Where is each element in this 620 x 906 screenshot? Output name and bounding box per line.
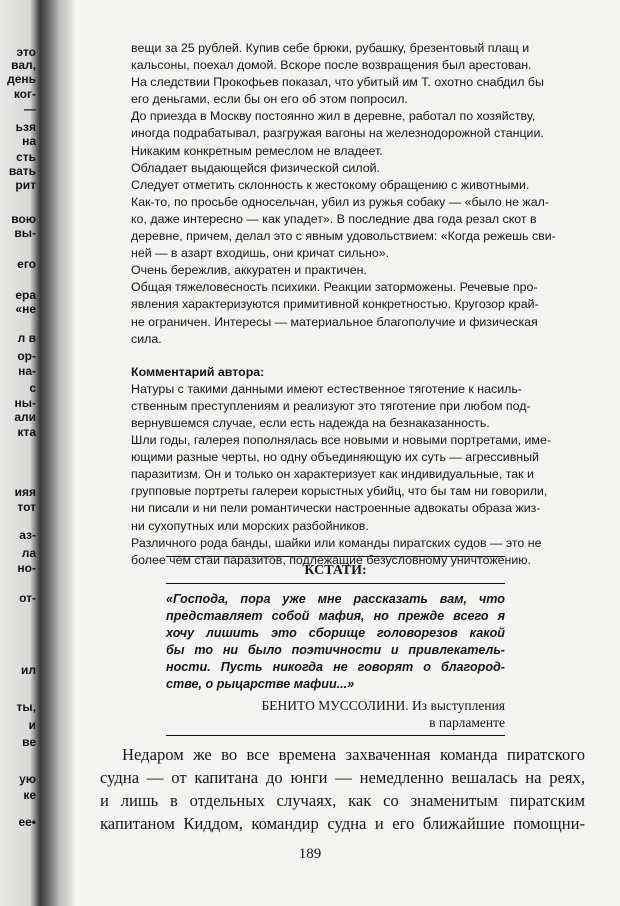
text-line: Натуры с такими данными имеют естественное тяготение к насиль- bbox=[131, 381, 522, 396]
divider bbox=[166, 735, 505, 736]
quote-attribution bbox=[166, 697, 505, 735]
left-page-fragment: л в bbox=[17, 331, 36, 345]
text-line: ющими разные черты, но одну объединяющую их суть — агрессивный bbox=[131, 450, 539, 465]
text-line: более чем стаи паразитов, подлежащие безусловному уничтожению. bbox=[131, 552, 531, 567]
left-page-fragment: на- bbox=[18, 364, 36, 378]
closing-paragraph bbox=[100, 743, 585, 835]
left-page-fragment: «не bbox=[15, 302, 36, 316]
sidebar-box bbox=[166, 556, 505, 736]
author-comment bbox=[131, 381, 551, 569]
text-line: вещи за 25 рублей. Купив себе брюки, рубашку, брезентовый плащ и bbox=[131, 41, 530, 55]
sidebar-quote bbox=[166, 590, 505, 693]
text-line: ности. Пусть никогда не говорят о благород- bbox=[166, 660, 505, 675]
text-line: хочу лишить это сборище головорезов какой bbox=[166, 626, 505, 641]
left-page-fragment: ьзя bbox=[15, 120, 36, 134]
text-line: ни сухопутных или морских разбойников. bbox=[131, 518, 369, 533]
attribution-author: БЕНИТО МУССОЛИНИ. Из выступления bbox=[261, 697, 505, 713]
left-page-fragment: кта bbox=[17, 425, 36, 439]
sidebar-title: КСТАТИ: bbox=[304, 563, 367, 578]
case-description bbox=[131, 40, 556, 348]
left-page-fragment: ве bbox=[22, 735, 36, 749]
left-page-fragment: ил bbox=[21, 663, 36, 677]
left-page-fragment: но- bbox=[17, 561, 36, 575]
left-page-fragment: ла bbox=[21, 546, 36, 560]
book-spine-shadow bbox=[0, 0, 75, 906]
left-page-fragment: ког- bbox=[13, 87, 36, 101]
text-line: представляет собой мафия, но прежде всего я bbox=[166, 609, 505, 624]
left-page-fragment: аз- bbox=[19, 528, 36, 542]
text-line: явления характеризуются примитивной конкретностью. Кругозор край- bbox=[131, 297, 539, 312]
left-page-fragment: на bbox=[22, 134, 36, 148]
text-line: вернувшемся случае, если есть надежда на безнаказанность. bbox=[131, 415, 490, 430]
main-text-column bbox=[131, 40, 556, 569]
text-line: групповые портреты галереи корыстных убийц, что бы там ни говорили, bbox=[131, 484, 548, 499]
left-page-fragment: рит bbox=[15, 178, 36, 192]
text-line: сила. bbox=[131, 331, 162, 346]
text-line: паразитизм. Он и только он характеризует как индивидуальные, так и bbox=[131, 467, 534, 482]
attribution-source: в парламенте bbox=[429, 714, 505, 730]
text-line: Никаким конкретным ремеслом не владеет. bbox=[131, 143, 383, 158]
text-line: Очень бережлив, аккуратен и практичен. bbox=[131, 263, 367, 278]
text-line: и лишь в отдельных случаях, как со знаменитым пиратским bbox=[100, 791, 585, 810]
left-page-fragment: — bbox=[24, 102, 36, 116]
text-line: ко, даже интересно — как упадет». В последние два года резал скот в bbox=[131, 211, 537, 226]
left-page-fragment: ны- bbox=[14, 396, 36, 410]
text-line: капитаном Киддом, командир судна и его ближайшие помощни- bbox=[100, 814, 585, 833]
left-page-fragment: ее• bbox=[18, 815, 36, 829]
text-line: его деньгами, если бы он его об этом попросил. bbox=[131, 92, 408, 107]
text-line: Как-то, по просьбе односельчан, убил из ружья собаку — «было не жал- bbox=[131, 194, 549, 209]
text-line: не ограничен. Интересы — материальное благополучие и физическая bbox=[131, 314, 538, 329]
left-page-fragment: и bbox=[28, 718, 36, 732]
left-page-fragment: его bbox=[17, 257, 36, 271]
left-page-fragment: день bbox=[7, 72, 36, 86]
divider bbox=[166, 583, 505, 584]
left-page-fragment: сть bbox=[16, 150, 36, 164]
left-page-fragment: вать bbox=[8, 164, 36, 178]
left-page-fragment: вал, bbox=[11, 58, 36, 72]
left-page-fragment: али bbox=[14, 410, 36, 424]
left-page-fragment: ке bbox=[23, 788, 36, 802]
text-line: судна — от капитана до юнги — немедленно вешалась на реях, bbox=[100, 768, 585, 787]
text-line: ственным преступлениям и реализуют это тяготение при любом под- bbox=[131, 398, 531, 413]
left-page-fragment: это bbox=[16, 45, 36, 59]
text-line: стве, о рыцарстве мафии...» bbox=[166, 677, 355, 692]
text-line: На следствии Прокофьев показал, что убитый им Т. охотно снабдил бы bbox=[131, 75, 544, 90]
text-line: Различного рода банды, шайки или команды пиратских судов — это не bbox=[131, 535, 542, 550]
text-line: ней — в азарт входишь, они кричат сильно». bbox=[131, 246, 390, 261]
text-line: ни писали и ни пели романтически настроенные адвокаты образа жиз- bbox=[131, 501, 541, 516]
text-line: кальсоны, поехал домой. Вскоре после возвращения был арестован. bbox=[131, 58, 532, 73]
left-page-fragment: ую bbox=[19, 772, 36, 786]
page-number: 189 bbox=[298, 846, 322, 862]
text-line: Шли годы, галерея пополнялась все новыми и новыми портретами, име- bbox=[131, 433, 551, 448]
text-line: деревне, причем, делал это с явным удовольствием: «Когда режешь сви- bbox=[131, 229, 556, 244]
left-page-fragment: от- bbox=[19, 591, 36, 605]
left-page-fragment: с bbox=[29, 381, 36, 395]
left-page-fragment: ты, bbox=[16, 700, 36, 714]
comment-heading: Комментарий автора: bbox=[131, 364, 265, 379]
text-line: Обладает выдающейся физической силой. bbox=[131, 160, 380, 175]
text-line: бы то ни было поэтичности и привлекатель- bbox=[166, 643, 505, 658]
text-line: Следует отметить склонность к жестокому обращению с животными. bbox=[131, 177, 530, 192]
left-page-fragment: ор- bbox=[17, 349, 36, 363]
left-page-fragment: ера bbox=[15, 288, 36, 302]
text-line: иногда подрабатывал, разгружая вагоны на железнодорожной станции. bbox=[131, 126, 544, 141]
left-page-fragment: тот bbox=[17, 500, 36, 514]
left-page-fragment: ияя bbox=[14, 485, 36, 499]
text-line: Недаром же во все времена захваченная команда пиратского bbox=[122, 745, 585, 764]
left-page-fragment: вы- bbox=[14, 226, 36, 240]
text-line: Общая тяжеловесность психики. Реакции заторможены. Речевые про- bbox=[131, 280, 538, 295]
text-line: До приезда в Москву постоянно жил в деревне, работал по хозяйству, bbox=[131, 109, 536, 124]
left-page-fragment: вою bbox=[11, 212, 36, 226]
text-line: «Господа, пора уже мне рассказать вам, что bbox=[166, 592, 505, 606]
